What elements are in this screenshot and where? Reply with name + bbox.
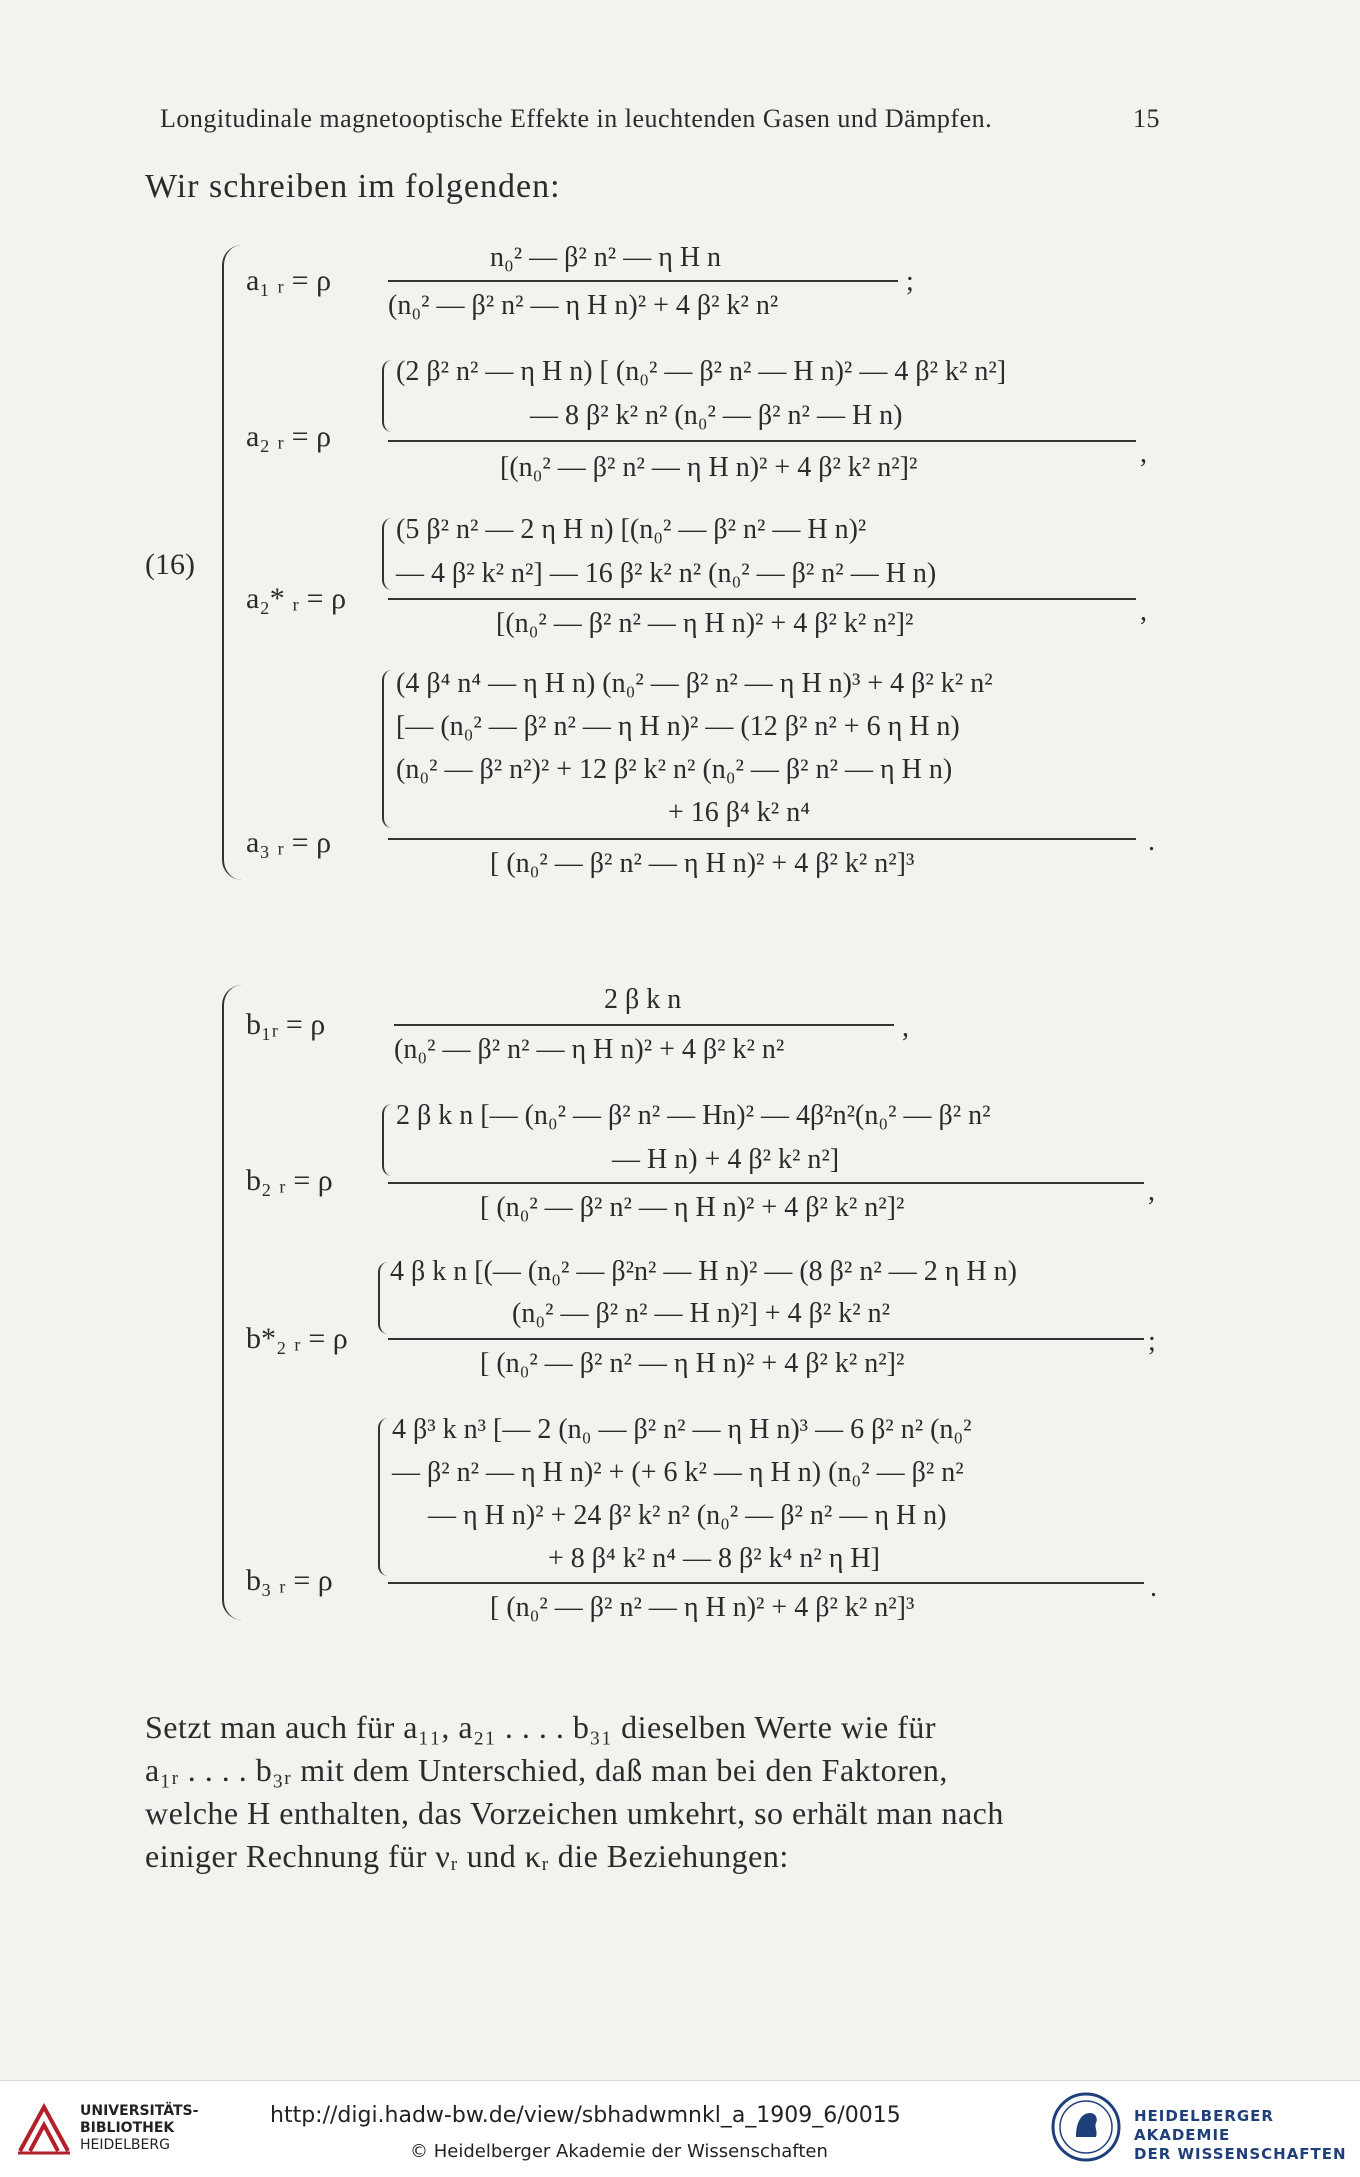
b2-numerator-line1: 2 β k n [— (n₀² — β² n² — Hn)² — 4β²n²(n₀² — β² n²: [396, 1100, 991, 1131]
b3-numerator-line1: 4 β³ k n³ [— 2 (n₀ — β² n² — η H n)³ — 6 β² n² (n₀²: [392, 1414, 972, 1445]
b2-numerator-line2: — H n) + 4 β² k² n²]: [612, 1144, 840, 1175]
a2-star-fraction-bar: [388, 598, 1136, 600]
a2-numerator-line2: — 8 β² k² n² (n₀² — β² n² — H n): [530, 400, 903, 431]
a2-star-lhs: a₂* ᵣ = ρ: [246, 582, 347, 615]
academy-line-2: DER WISSENSCHAFTEN: [1134, 2145, 1347, 2163]
b2-denominator: [ (n₀² — β² n² — η H n)² + 4 β² k² n²]²: [480, 1192, 905, 1223]
b3-numerator-line2: — β² n² — η H n)² + (+ 6 k² — η H n) (n₀² — β² n²: [392, 1457, 964, 1488]
copyright-notice: © Heidelberger Akademie der Wissenschaften: [410, 2141, 828, 2162]
library-line-2: BIBLIOTHEK: [80, 2120, 175, 2136]
b1-lhs: b₁ᵣ = ρ: [246, 1008, 326, 1041]
intro-line: Wir schreiben im folgenden:: [145, 168, 561, 205]
b1-punct: ,: [902, 1012, 909, 1043]
a2-denominator: [(n₀² — β² n² — η H n)² + 4 β² k² n²]²: [500, 452, 918, 483]
b1-fraction-bar: [394, 1024, 894, 1026]
paragraph-line-3: welche H enthalten, das Vorzeichen umkehrt, so erhält man nach: [145, 1795, 1004, 1831]
b3-lhs: b₃ ᵣ = ρ: [246, 1564, 333, 1597]
b1-denominator: (n₀² — β² n² — η H n)² + 4 β² k² n²: [394, 1034, 785, 1065]
b2-fraction-bar: [388, 1182, 1144, 1184]
b1-numerator: 2 β k n: [604, 984, 682, 1015]
academy-seal-icon: [1050, 2091, 1122, 2163]
b2-lhs: b₂ ᵣ = ρ: [246, 1164, 333, 1197]
a3-lhs: a₃ ᵣ = ρ: [246, 826, 332, 859]
a3-numerator-line1: (4 β⁴ n⁴ — η H n) (n₀² — β² n² — η H n)³ + 4 β² k² n²: [396, 668, 993, 699]
a1-numerator: n₀² — β² n² — η H n: [490, 242, 722, 273]
b2-star-denominator: [ (n₀² — β² n² — η H n)² + 4 β² k² n²]²: [480, 1348, 905, 1379]
b2-star-numerator-line1: 4 β k n [(— (n₀² — β²n² — H n)² — (8 β² n² — 2 η H n): [390, 1256, 1017, 1287]
a2-star-numerator-line2: — 4 β² k² n²] — 16 β² k² n² (n₀² — β² n² — H n): [396, 558, 937, 589]
group-a-brace: [222, 245, 242, 880]
a1-punct: ;: [906, 266, 914, 297]
a3-denominator: [ (n₀² — β² n² — η H n)² + 4 β² k² n²]³: [490, 848, 915, 879]
b2-num-brace: [382, 1104, 394, 1176]
page-number: 15: [1133, 104, 1160, 133]
a1-fraction-bar: [388, 280, 898, 282]
a2-fraction-bar: [388, 440, 1136, 442]
library-name: [80, 2103, 198, 2154]
a1-lhs: a₁ ᵣ = ρ: [246, 264, 332, 297]
library-line-3: HEIDELBERG: [80, 2137, 170, 2153]
b3-fraction-bar: [388, 1582, 1144, 1584]
a3-numerator-line2: [— (n₀² — β² n² — η H n)² — (12 β² n² + 6 η H n): [396, 711, 960, 742]
running-head: [160, 104, 1160, 134]
a1-denominator: (n₀² — β² n² — η H n)² + 4 β² k² n²: [388, 290, 779, 321]
a2-lhs: a₂ ᵣ = ρ: [246, 420, 332, 453]
b2-punct: ,: [1148, 1176, 1155, 1207]
b3-numerator-line3: — η H n)² + 24 β² k² n² (n₀² — β² n² — η H n): [428, 1500, 947, 1531]
a3-punct: .: [1148, 826, 1155, 857]
a2-star-numerator-line1: (5 β² n² — 2 η H n) [(n₀² — β² n² — H n)²: [396, 514, 867, 545]
a2-punct: ,: [1140, 438, 1147, 469]
a2-num-brace: [382, 360, 394, 432]
paragraph-line-4: einiger Rechnung für νᵣ und κᵣ die Beziehungen:: [145, 1838, 789, 1874]
a3-fraction-bar: [388, 838, 1136, 840]
b3-denominator: [ (n₀² — β² n² — η H n)² + 4 β² k² n²]³: [490, 1592, 915, 1623]
group-b-brace: [222, 985, 242, 1620]
paragraph-line-2: a₁ᵣ . . . . b₃ᵣ mit dem Unterschied, daß man bei den Faktoren,: [145, 1752, 948, 1788]
b3-punct: .: [1150, 1572, 1157, 1603]
academy-name: [1134, 2107, 1360, 2164]
a2-star-denominator: [(n₀² — β² n² — η H n)² + 4 β² k² n²]²: [496, 608, 914, 639]
a3-numerator-line3: (n₀² — β² n²)² + 12 β² k² n² (n₀² — β² n² — η H n): [396, 754, 953, 785]
footer-bar: [0, 2080, 1360, 2177]
a3-numerator-line4: + 16 β⁴ k² n⁴: [668, 797, 810, 828]
university-library-logo: [14, 2099, 74, 2159]
b3-num-brace: [378, 1418, 390, 1576]
b2-star-punct: ;: [1148, 1326, 1156, 1357]
a2-numerator-line1: (2 β² n² — η H n) [ (n₀² — β² n² — H n)² — 4 β² k² n²]: [396, 356, 1007, 387]
b2-star-fraction-bar: [388, 1338, 1144, 1340]
equation-number: (16): [145, 548, 195, 581]
b3-numerator-line4: + 8 β⁴ k² n⁴ — 8 β² k⁴ n² η H]: [548, 1543, 880, 1574]
a2-star-num-brace: [382, 518, 394, 590]
paragraph-line-1: Setzt man auch für a₁₁, a₂₁ . . . . b₃₁ dieselben Werte wie für: [145, 1709, 937, 1745]
running-title: Longitudinale magnetooptische Effekte in leuchtenden Gasen und Dämpfen.: [160, 104, 993, 133]
b2-star-numerator-line2: (n₀² — β² n² — H n)²] + 4 β² k² n²: [512, 1298, 890, 1329]
b2-star-num-brace: [378, 1262, 390, 1334]
b2-star-lhs: b*₂ ᵣ = ρ: [246, 1322, 348, 1355]
academy-line-1: HEIDELBERGER AKADEMIE: [1134, 2107, 1274, 2144]
library-line-1: UNIVERSITÄTS-: [80, 2103, 199, 2119]
source-url-link[interactable]: http://digi.hadw-bw.de/view/sbhadwmnkl_a_1909_6/0015: [270, 2103, 901, 2128]
a3-num-brace: [382, 670, 394, 828]
a2-star-punct: ,: [1140, 596, 1147, 627]
closing-paragraph: [145, 1706, 1160, 1878]
